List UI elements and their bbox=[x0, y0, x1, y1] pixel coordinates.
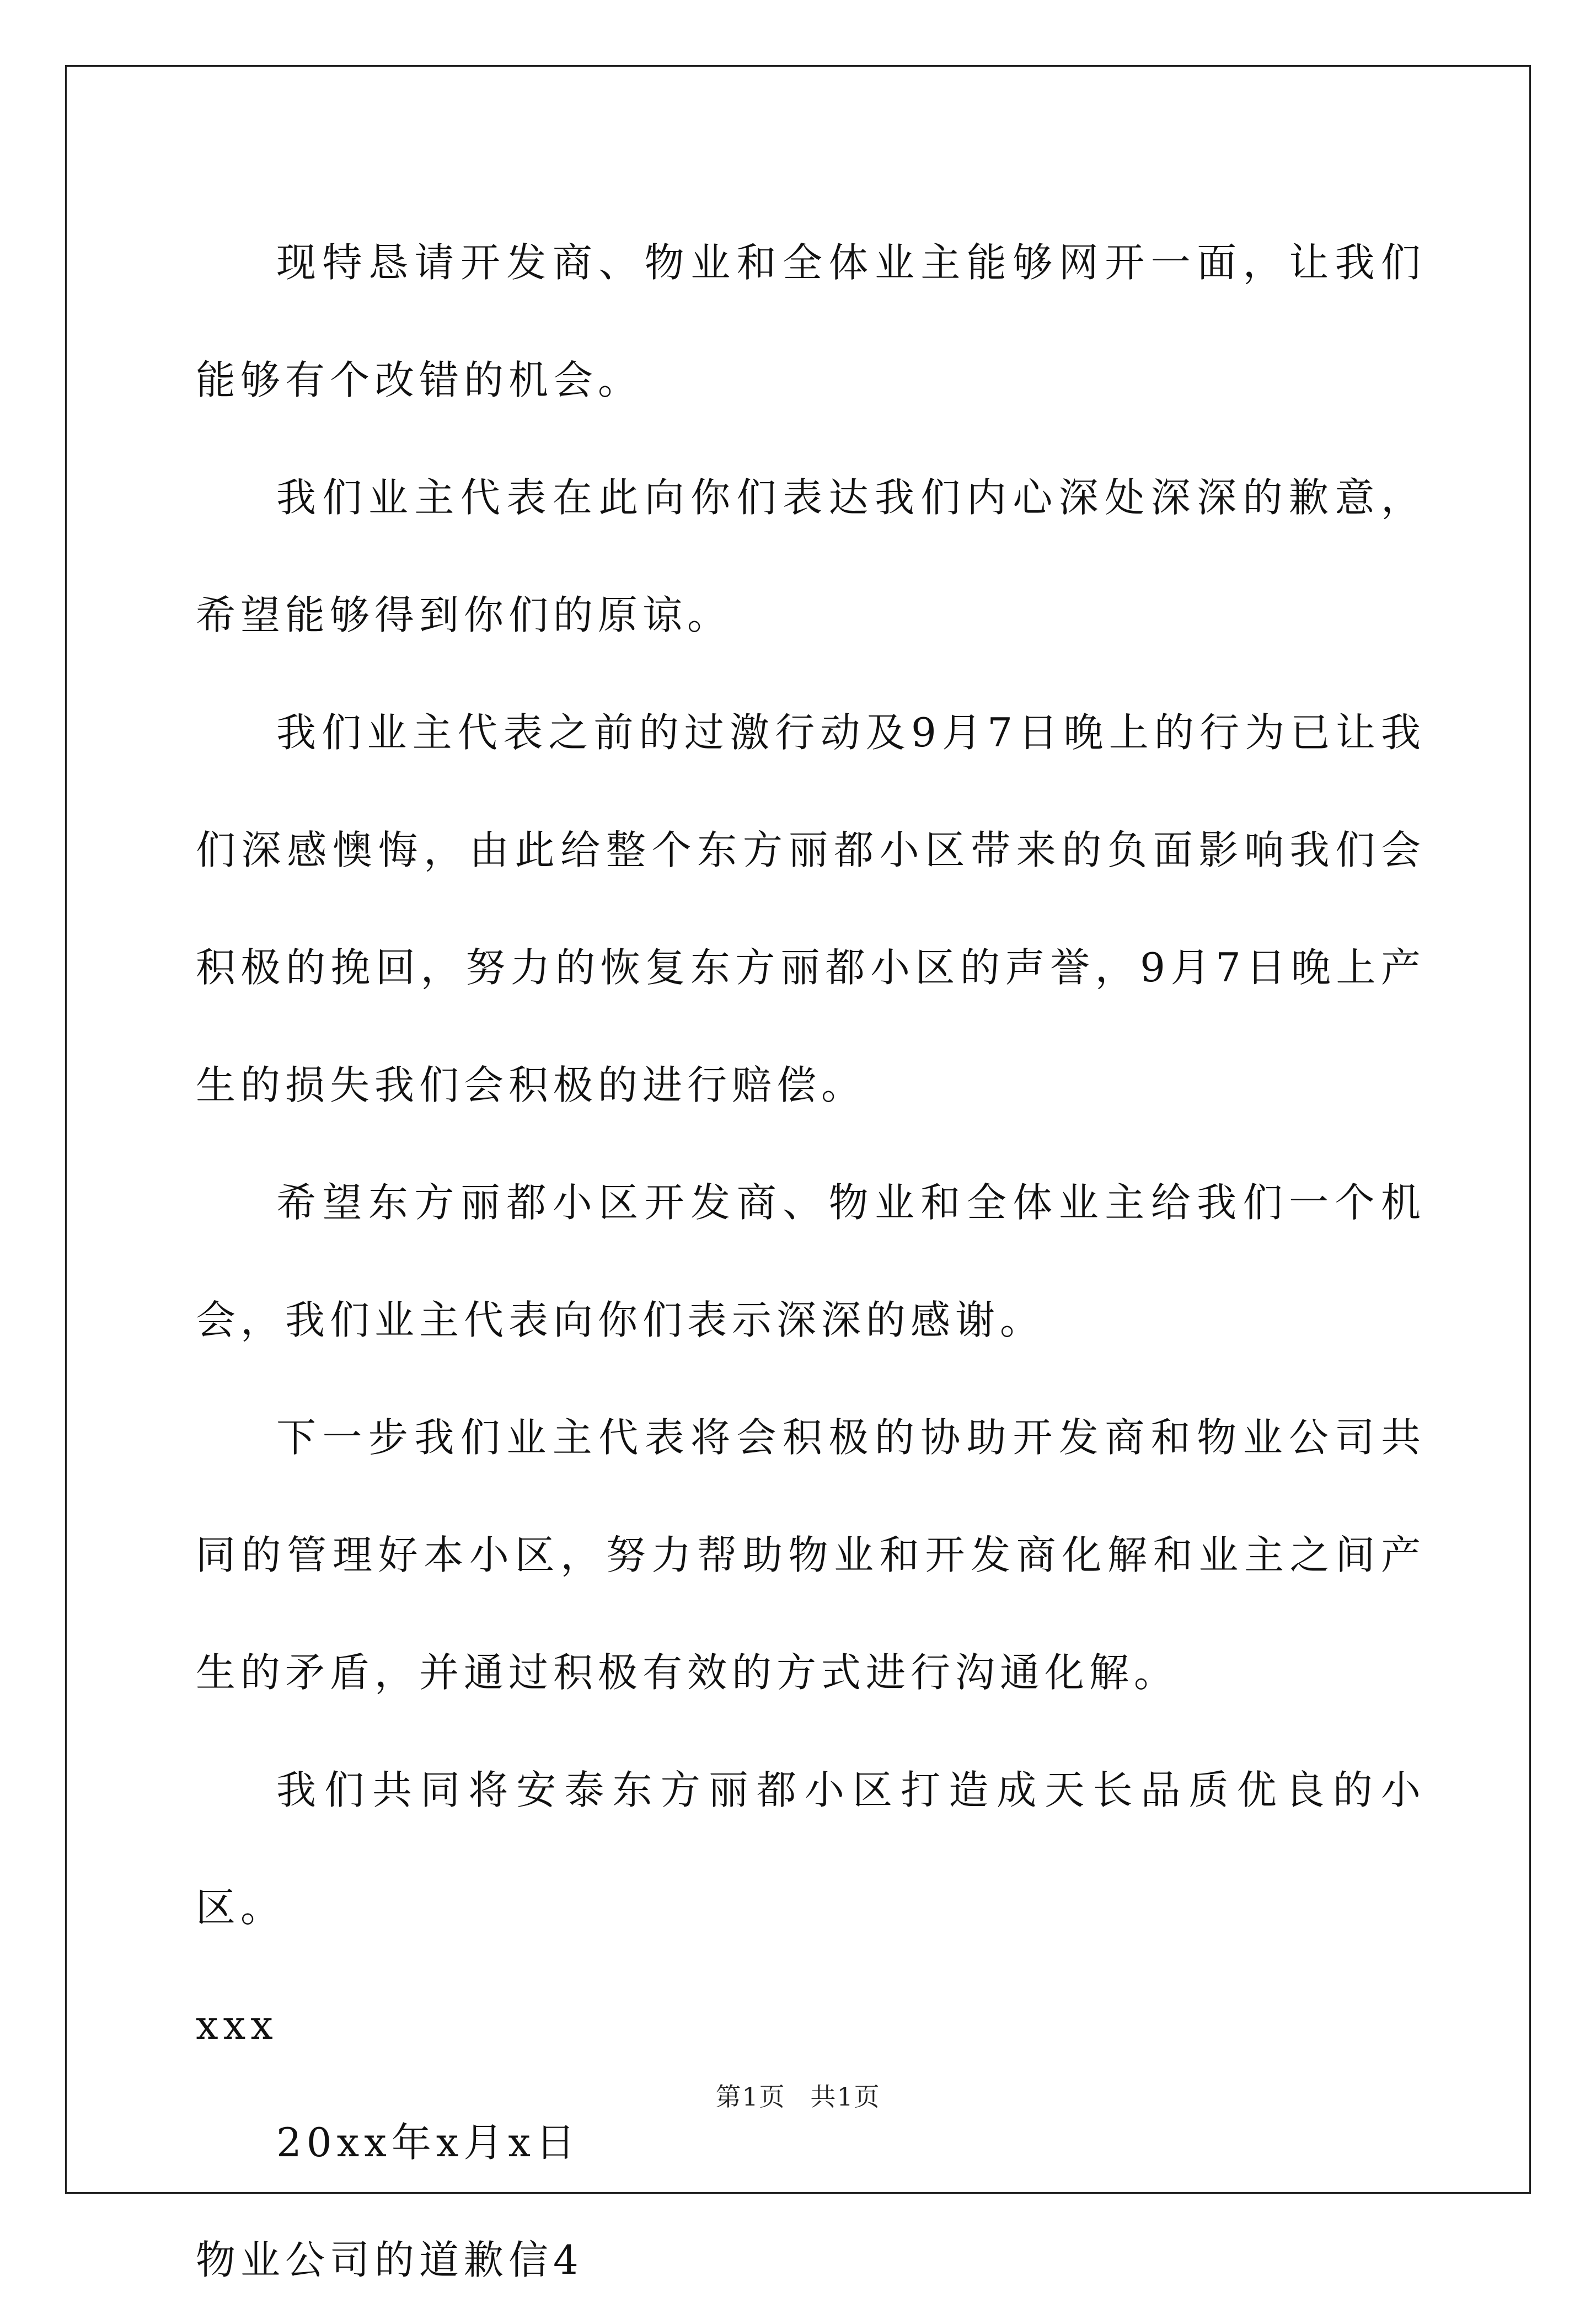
paragraph: 我们业主代表之前的过激行动及9月7日晚上的行为已让我们深感懊悔，由此给整个东方丽都小区带来的负面影响我们会积极的挽回，努力的恢复东方丽都小区的声誉，9月7日晚上产生的损失我们会积极的进行赔偿。 bbox=[196, 709, 1426, 1108]
page-number: 第1页 bbox=[715, 2082, 786, 2112]
signature: xxx bbox=[196, 2002, 278, 2048]
date-line: 20xx年x月x日 bbox=[276, 2119, 581, 2166]
paragraph: 我们业主代表在此向你们表达我们内心深处深深的歉意，希望能够得到你们的原谅。 bbox=[196, 474, 1426, 638]
paragraph: 希望东方丽都小区开发商、物业和全体业主给我们一个机会，我们业主代表向你们表示深深的感谢。 bbox=[196, 1179, 1426, 1343]
page-total: 共1页 bbox=[810, 2082, 881, 2112]
next-section-title: 物业公司的道歉信4 bbox=[196, 2237, 583, 2283]
paragraph: 我们共同将安泰东方丽都小区打造成天长品质优良的小区。 bbox=[196, 1767, 1426, 1931]
paragraph: 下一步我们业主代表将会积极的协助开发商和物业公司共同的管理好本小区，努力帮助物业和开发商化解和业主之间产生的矛盾，并通过积极有效的方式进行沟通化解。 bbox=[196, 1414, 1426, 1696]
page-footer bbox=[0, 2077, 1596, 2113]
document-body bbox=[196, 204, 1426, 2319]
paragraph: 现特恳请开发商、物业和全体业主能够网开一面，让我们能够有个改错的机会。 bbox=[196, 239, 1426, 403]
